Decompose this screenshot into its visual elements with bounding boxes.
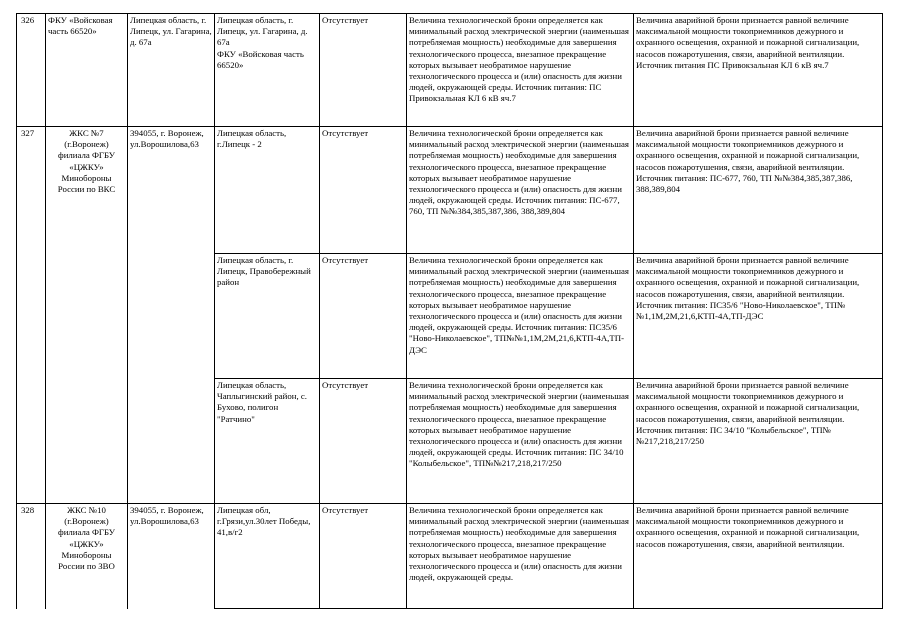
row-number: 326 [17,14,46,127]
location-cell: Липецкая обл, г.Грязи,ул.30лет Победы, 41,в/г2 [215,504,320,609]
location-cell: Липецкая область, г.Липецк - 2 [215,127,320,254]
emergency-reserve-cell: Величина аварийной брони признается равной величине максимальной мощности токоприемников дежурного и охранного освещения, охранной и пожарной сигнализации, насосов пожаротушения, связи, аварийной вентиляции. Источник питания: ПС35/6 "Ново-Николаевское", ТП№№1,1М,2М,21,6,КТП-4А,ТП-ДЭС [634,254,883,379]
crash-reserve-cell: Величина технологической брони определяется как минимальный расход электрической энергии (наименьшая потребляемая мощность) необходимые для завершения технологического процесса, внезапное прекращение которых вызывает необратимое нарушение технологического процесса и (или) опасность для жизни людей, окружающей среды. [407,504,634,609]
crash-reserve-cell: Величина технологической брони определяется как минимальный расход электрической энергии (наименьшая потребляемая мощность) необходимые для завершения технологического процесса, внезапное прекращение которых вызывает необратимое нарушение технологического процесса и (или) опасность для жизни людей, окружающей среды. Источник питания: ПС-677, 760, ТП №№384,385,387,386, 388,389,804 [407,127,634,254]
data-table [16,13,883,609]
location-cell: Липецкая область, Чаплыгинский район, с. Бухово, полигон "Ратчино" [215,379,320,504]
organization-cell: ЖКС №10 (г.Воронеж) филиала ФГБУ «ЦЖКУ» Минобороны России по ЗВО [46,504,128,609]
row-number: 327 [17,127,46,504]
tech-reserve-cell: Отсутствует [320,127,407,254]
crash-reserve-cell: Величина технологической брони определяется как минимальный расход электрической энергии (наименьшая потребляемая мощность) необходимые для завершения технологического процесса, внезапное прекращение которых вызывает необратимое нарушение технологического процесса и (или) опасность для жизни людей, окружающей среды. Источник питания: ПС Привокзальная КЛ 6 кВ яч.7 [407,14,634,127]
table-row [17,504,883,609]
table-row [17,14,883,127]
location-cell: Липецкая область, г. Липецк, ул. Гагарина, д. 67а ФКУ «Войсковая часть 66520» [215,14,320,127]
tech-reserve-cell: Отсутствует [320,254,407,379]
emergency-reserve-cell: Величина аварийной брони признается равной величине максимальной мощности токоприемников дежурного и охранного освещения, охранной и пожарной сигнализации, насосов пожаротушения, связи, аварийной вентиляции. [634,504,883,609]
organization-cell: ЖКС №7 (г.Воронеж) филиала ФГБУ «ЦЖКУ» Минобороны России по ВКС [46,127,128,504]
row-number: 328 [17,504,46,609]
location-cell: Липецкая область, г. Липецк, Правобережный район [215,254,320,379]
address-cell: 394055, г. Воронеж, ул.Ворошилова,63 [128,504,215,609]
emergency-reserve-cell: Величина аварийной брони признается равной величине максимальной мощности токоприемников дежурного и охранного освещения, охранной и пожарной сигнализации, насосов пожаротушения, связи, аварийной вентиляции. Источник питания: ПС 34/10 "Колыбельское", ТП№№217,218,217/250 [634,379,883,504]
tech-reserve-cell: Отсутствует [320,14,407,127]
emergency-reserve-cell: Величина аварийной брони признается равной величине максимальной мощности токоприемников дежурного и охранного освещения, охранной и пожарной сигнализации, насосов пожаротушения, связи, аварийной вентиляции. Источник питания ПС Привокзальная КЛ 6 кВ яч.7 [634,14,883,127]
table-row [17,127,883,254]
address-cell: Липецкая область, г. Липецк, ул. Гагарина, д. 67а [128,14,215,127]
tech-reserve-cell: Отсутствует [320,504,407,609]
address-cell: 394055, г. Воронеж, ул.Ворошилова,63 [128,127,215,504]
organization-cell: ФКУ «Войсковая часть 66520» [46,14,128,127]
crash-reserve-cell: Величина технологической брони определяется как минимальный расход электрической энергии (наименьшая потребляемая мощность) необходимые для завершения технологического процесса, внезапное прекращение которых вызывает необратимое нарушение технологического процесса и (или) опасность для жизни людей, окружающей среды. Источник питания: ПС 34/10 "Колыбельское", ТП№№217,218,217/250 [407,379,634,504]
crash-reserve-cell: Величина технологической брони определяется как минимальный расход электрической энергии (наименьшая потребляемая мощность) необходимые для завершения технологического процесса, внезапное прекращение которых вызывает необратимое нарушение технологического процесса и (или) опасность для жизни людей, окружающей среды. Источник питания: ПС35/6 "Ново-Николаевское", ТП№№1,1М,2М,21,6,КТП-4А,ТП-ДЭС [407,254,634,379]
tech-reserve-cell: Отсутствует [320,379,407,504]
emergency-reserve-cell: Величина аварийной брони признается равной величине максимальной мощности токоприемников дежурного и охранного освещения, охранной и пожарной сигнализации, насосов пожаротушения, связи, аварийной вентиляции. Источник питания: ПС-677, 760, ТП №№384,385,387,386, 388,389,804 [634,127,883,254]
